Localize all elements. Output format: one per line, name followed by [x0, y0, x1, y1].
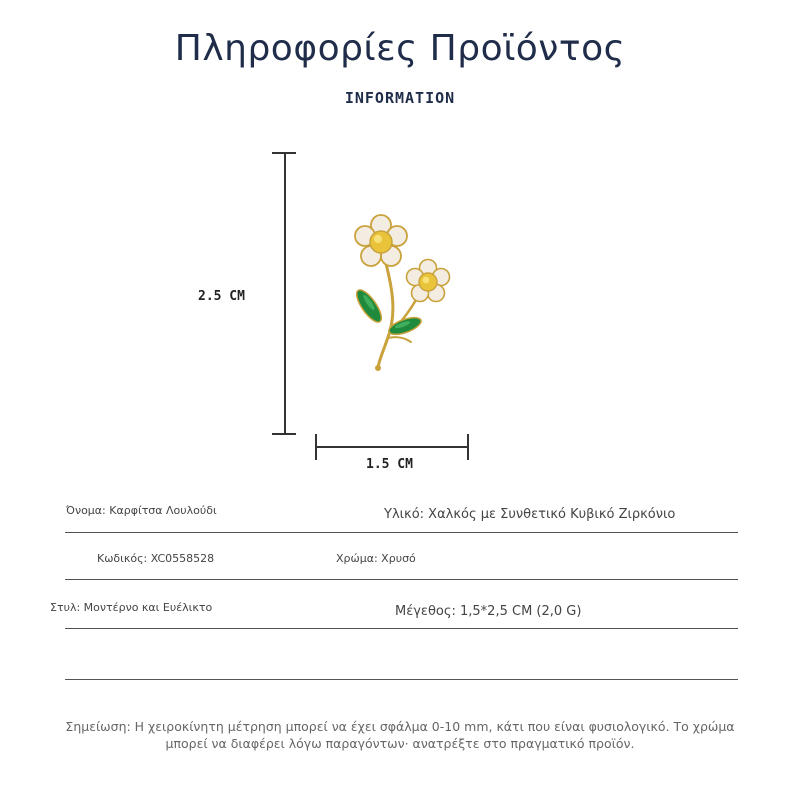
- page-subtitle: INFORMATION: [344, 89, 456, 107]
- disclaimer-note: [30, 718, 770, 752]
- spec-divider: [65, 679, 738, 680]
- spec-material: Υλικό: Χαλκός με Συνθετικό Κυβικό Ζιρκόνιο: [384, 507, 676, 522]
- spec-code: Κωδικός: XC0558528: [97, 552, 215, 565]
- height-label: 2.5 CM: [198, 289, 245, 304]
- page-title: Πληροφορίες Προϊόντος: [174, 28, 626, 69]
- width-dimension-line: [315, 446, 468, 448]
- spec-size: Μέγεθος: 1,5*2,5 CM (2,0 G): [395, 604, 582, 619]
- spec-divider: [65, 628, 738, 629]
- spec-name: Όνομα: Καρφίτσα Λουλούδι: [66, 504, 217, 517]
- height-dimension-bottom-cap: [272, 433, 296, 435]
- spec-color: Χρώμα: Χρυσό: [336, 552, 416, 565]
- spec-divider: [65, 532, 738, 533]
- spec-divider: [65, 579, 738, 580]
- disclaimer-line-1: Σημείωση: Η χειροκίνητη μέτρηση μπορεί να έχει σφάλμα 0-10 mm, κάτι που είναι φυσιολογικό. Το χρώμα: [65, 719, 735, 734]
- flower-brooch-icon: [345, 210, 455, 375]
- height-dimension-line: [284, 153, 286, 434]
- spec-style: Στυλ: Μοντέρνο και Ευέλικτο: [50, 601, 213, 614]
- width-label: 1.5 CM: [366, 457, 413, 472]
- disclaimer-line-2: μπορεί να διαφέρει λόγω παραγόντων· ανατρέξτε στο πραγματικό προϊόν.: [165, 736, 635, 751]
- width-dimension-right-cap: [467, 434, 469, 460]
